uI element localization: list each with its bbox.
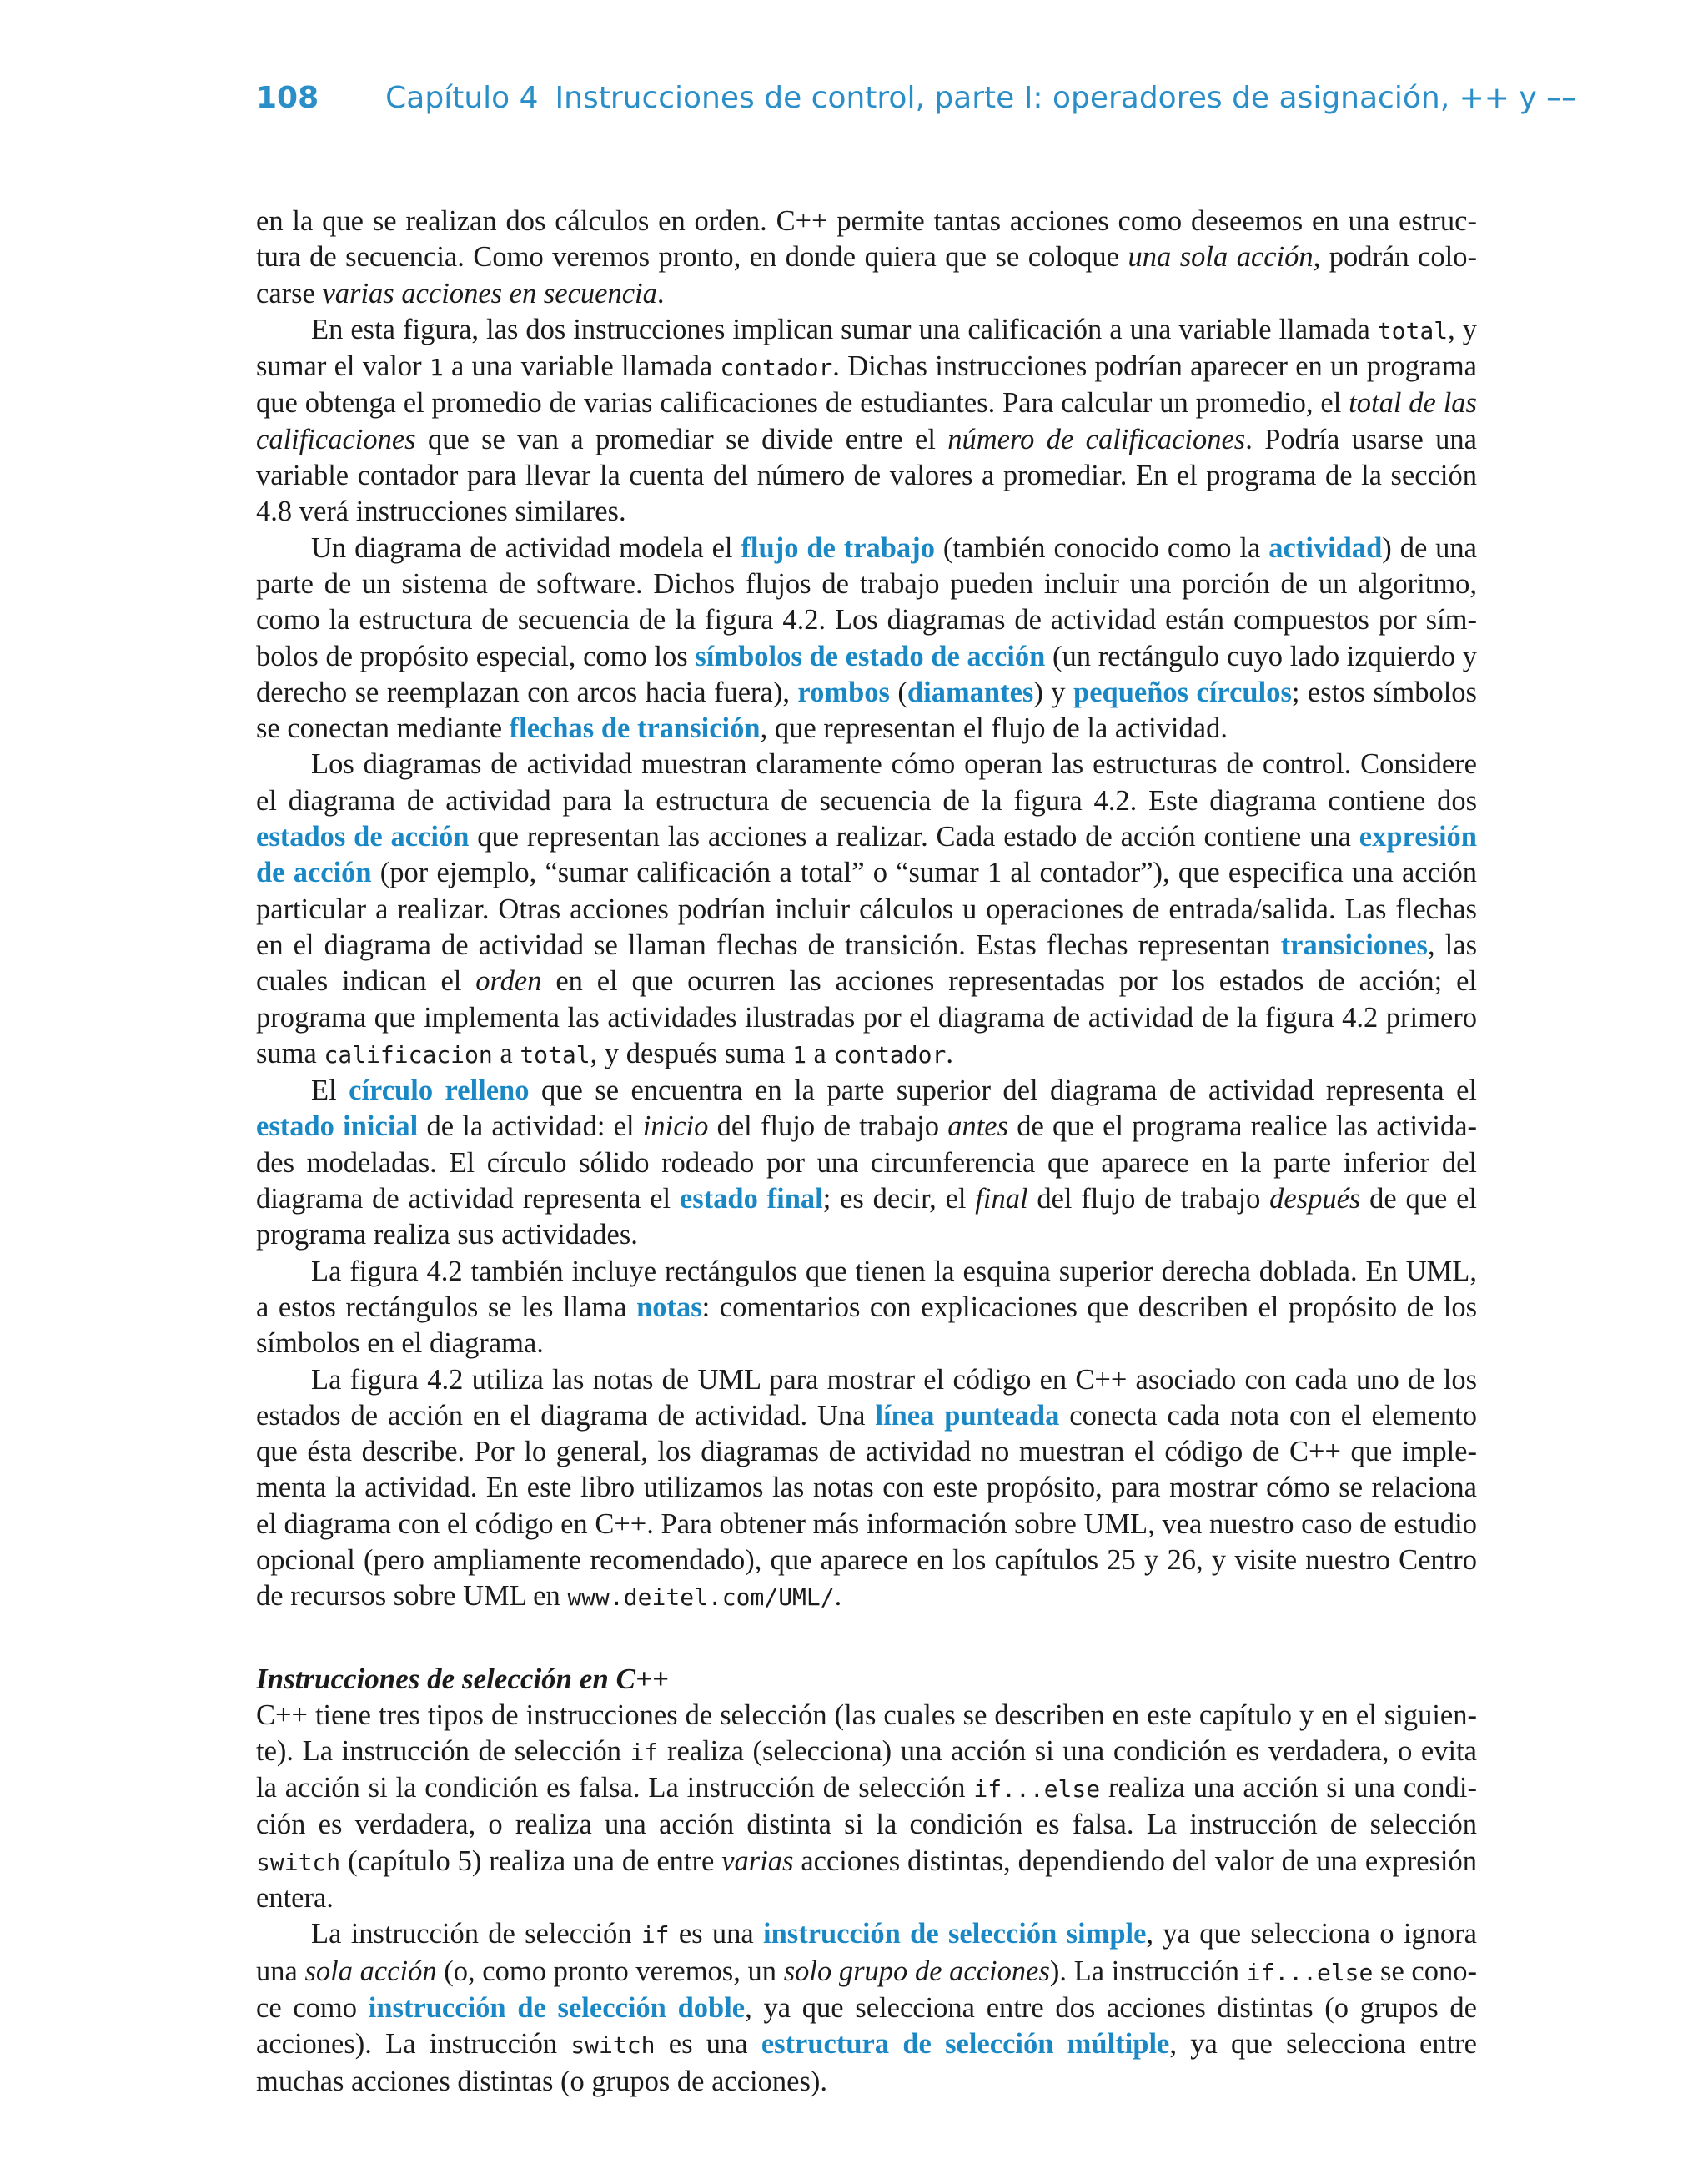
- code-run: if...else: [973, 1775, 1101, 1804]
- italic-run: varias acciones en secuencia: [322, 277, 657, 309]
- text-run: . Dichas instrucciones podrían aparecer en un programa que obtenga el promedio de varias calificaciones de estudiantes. Para calcular un promedio, el: [256, 350, 1477, 420]
- code-run: switch: [256, 1848, 341, 1876]
- text-run: a: [492, 1037, 520, 1069]
- text-run: del flujo de trabajo: [708, 1110, 948, 1143]
- text-run: En esta figura, las dos instrucciones implican sumar una calificación a una variable llamada: [311, 313, 1378, 345]
- key-term: pequeños círculos: [1073, 676, 1292, 708]
- text-run: se conoce como: [256, 1955, 1477, 2024]
- key-term: actividad: [1268, 531, 1383, 564]
- text-run: Los diagramas de actividad muestran claramente cómo operan las estructuras de control. Considere el diagrama de actividad para la estructura de secuencia de la figura 4.2. Este diagrama contiene dos: [256, 748, 1477, 817]
- text-run: La instrucción de selección: [311, 1918, 641, 1950]
- text-run: .: [656, 277, 665, 309]
- key-term: rombos: [797, 676, 890, 708]
- text-run: ; es decir, el: [822, 1183, 976, 1215]
- text-run: .: [946, 1037, 953, 1069]
- italic-run: total de las calificaciones: [256, 387, 1477, 455]
- text-run: , ya que selecciona o ignora una: [256, 1918, 1477, 1987]
- paragraph-9: [256, 1916, 1477, 2099]
- text-run: en la que se realizan dos cálculos en orden. C++ permite tantas acciones como deseemos en una estructura de secuencia. Como veremos pronto, en donde quiera que se coloque: [256, 205, 1477, 274]
- code-run: calificacion: [324, 1040, 493, 1069]
- text-run: , y sumar el valor: [256, 313, 1477, 383]
- code-run: if: [630, 1738, 659, 1766]
- paragraph-6: [256, 1254, 1477, 1362]
- code-run: if: [640, 1921, 670, 1950]
- key-term: estructura de selección múltiple: [761, 2028, 1170, 2061]
- key-term: flujo de trabajo: [741, 531, 935, 564]
- text-run: , las cuales indican el: [256, 928, 1477, 998]
- key-term: diamantes: [907, 676, 1034, 708]
- italic-run: solo grupo de acciones: [783, 1955, 1050, 1987]
- text-run: , ya que selecciona entre muchas acciones distintas (o grupos de acciones).: [256, 2028, 1477, 2097]
- paragraph-7: [256, 1362, 1477, 1616]
- text-run: (también conocido como la: [935, 531, 1269, 564]
- text-run: de que el programa realice las actividades modeladas. El círculo sólido rodeado por una circunferencia que aparece en la parte inferior del diagrama de actividad representa el: [256, 1110, 1478, 1215]
- key-term: estados de acción: [256, 821, 470, 853]
- italic-run: número de calificaciones: [947, 423, 1246, 455]
- text-run: es una: [655, 2028, 761, 2061]
- key-term: línea punteada: [875, 1399, 1060, 1432]
- text-run: en el que ocurren las acciones representadas por los estados de acción; el programa que implementa las actividades ilustradas por el diagrama de actividad de la figura 4.2 primero suma: [256, 965, 1477, 1069]
- text-run: , ya que selecciona entre dos acciones distintas (o grupos de acciones). La instrucción: [256, 1991, 1477, 2061]
- paragraph-5: [256, 1073, 1477, 1253]
- text-run: (: [889, 676, 907, 708]
- text-run: La figura 4.2 también incluye rectángulos que tienen la esquina superior derecha doblada. En UML, a estos rectángulos se les llama: [256, 1255, 1477, 1323]
- text-run: conecta cada nota con el elemento que ésta describe. Por lo general, los diagramas de actividad no muestran el código de C++ que implementa la actividad. En este libro utilizamos las notas con este propósito, para mostrar cómo se relaciona el diagrama con el código en C++. Para obtener más información sobre UML, vea nuestro caso de estudio opcional (pero ampliamente recomendado), que aparece en los capítulos 25 y 26, y visite nuestro Centro de recursos sobre UML en: [256, 1399, 1477, 1613]
- page-body: [256, 204, 1477, 2100]
- text-run: realiza una acción si una condición es verdadera, o realiza una acción distinta si la condición es falsa. La instrucción de selección: [256, 1772, 1477, 1841]
- text-run: , y después suma: [590, 1037, 793, 1069]
- italic-run: una sola acción: [1128, 241, 1314, 274]
- text-run: . Podría usarse una variable contador para llevar la cuenta del número de valores a promediar. En el programa de la sección 4.8 verá instrucciones similares.: [256, 423, 1477, 528]
- italic-run: orden: [475, 965, 542, 998]
- text-run: ; estos símbolos se conectan mediante: [256, 676, 1477, 745]
- key-term: símbolos de estado de acción: [695, 640, 1046, 672]
- text-run: : comentarios con explicaciones que describen el propósito de los símbolos en el diagrama.: [256, 1291, 1478, 1360]
- text-run: ). La instrucción: [1049, 1955, 1247, 1987]
- italic-run: antes: [947, 1110, 1009, 1143]
- key-term: estado inicial: [256, 1110, 419, 1143]
- key-term: instrucción de selección simple: [763, 1918, 1147, 1950]
- text-run: , que representan el flujo de la actividad.: [760, 712, 1228, 745]
- paragraph-8: [256, 1698, 1477, 1917]
- text-run: Un diagrama de actividad modela el: [311, 531, 741, 564]
- text-run: de la actividad: el: [418, 1110, 643, 1143]
- paragraph-4: [256, 747, 1477, 1073]
- text-run: del flujo de trabajo: [1027, 1183, 1270, 1215]
- italic-run: sola acción: [304, 1955, 437, 1987]
- text-run: (un rectángulo cuyo lado izquierdo y derecho se reemplazan con arcos hacia fuera),: [256, 640, 1477, 708]
- chapter-label: Capítulo 4: [385, 81, 539, 115]
- text-run: que se encuentra en la parte superior del diagrama de actividad representa el: [529, 1074, 1477, 1107]
- code-run: 1: [792, 1040, 806, 1069]
- code-run: contador: [833, 1040, 947, 1069]
- paragraph-1: [256, 204, 1477, 312]
- italic-run: después: [1269, 1183, 1361, 1215]
- text-run: realiza (selecciona) una acción si una condición es verdadera, o evita la acción si la condición es falsa. La instrucción de selección: [256, 1734, 1477, 1804]
- page-number: 108: [256, 81, 319, 115]
- code-run: switch: [570, 2031, 656, 2060]
- text-run: que representan las acciones a realizar. Cada estado de acción contiene una: [469, 821, 1359, 853]
- key-term: transiciones: [1280, 928, 1428, 961]
- text-run: El: [311, 1074, 349, 1107]
- text-run: que se van a promediar se divide entre el: [415, 423, 948, 455]
- text-run: a una variable llamada: [443, 350, 721, 383]
- code-run: 1: [429, 354, 444, 382]
- text-run: , podrán colocarse: [256, 241, 1477, 309]
- text-run: La figura 4.2 utiliza las notas de UML para mostrar el código en C++ asociado con cada uno de los estados de acción en el diagrama de actividad. Una: [256, 1363, 1477, 1432]
- code-run: contador: [720, 354, 833, 382]
- key-term: expresión de acción: [256, 821, 1477, 889]
- text-run: (por ejemplo, “sumar calificación a total” o “sumar 1 al contador”), que especifica una acción particular a realizar. Otras acciones podrían incluir cálculos u operaciones de entrada/​salida. Las flechas en el diagrama de actividad se llaman flechas de transición. Estas flechas representan: [256, 857, 1477, 961]
- section-heading: Instrucciones de selección en C++: [256, 1662, 669, 1695]
- paragraph-3: [256, 531, 1477, 747]
- key-term: notas: [636, 1291, 702, 1323]
- key-term: círculo relleno: [349, 1074, 530, 1107]
- key-term: instrucción de selección doble: [368, 1991, 746, 2024]
- text-run: (o, como pronto veremos, un: [436, 1955, 784, 1987]
- key-term: estado final: [679, 1183, 823, 1215]
- paragraph-2: [256, 312, 1477, 531]
- italic-run: inicio: [642, 1110, 709, 1143]
- key-term: flechas de transición: [509, 712, 761, 745]
- url-code-run: www.deitel.com/UML/: [567, 1583, 835, 1612]
- text-run: de que el programa realiza sus actividades.: [256, 1183, 1477, 1251]
- code-run: total: [520, 1040, 590, 1069]
- text-run: acciones distintas, dependiendo del valor de una expresión entera.: [256, 1844, 1478, 1915]
- text-run: es una: [669, 1918, 764, 1950]
- running-header: [256, 77, 1576, 120]
- text-run: ) y: [1033, 676, 1074, 708]
- code-run: if...else: [1246, 1958, 1374, 1986]
- chapter-title: Instrucciones de control, parte I: operadores de asignación, ++ y ––: [555, 81, 1577, 115]
- text-run: a: [806, 1037, 834, 1069]
- text-run: ) de una parte de un sistema de software. Dichos flujos de trabajo pueden incluir una porción de un algoritmo, como la estructura de secuencia de la figura 4.2. Los diagramas de actividad están compuestos por símbolos de propósito especial, como los: [256, 531, 1477, 672]
- text-run: .: [834, 1580, 842, 1613]
- code-run: total: [1377, 316, 1449, 345]
- italic-run: final: [975, 1183, 1028, 1215]
- italic-run: varias: [721, 1844, 794, 1877]
- text-run: (capítulo 5) realiza una de entre: [340, 1844, 722, 1877]
- text-run: C++ tiene tres tipos de instrucciones de selección (las cuales se describen en este capítulo y en el siguiente). La instrucción de selección: [256, 1698, 1477, 1767]
